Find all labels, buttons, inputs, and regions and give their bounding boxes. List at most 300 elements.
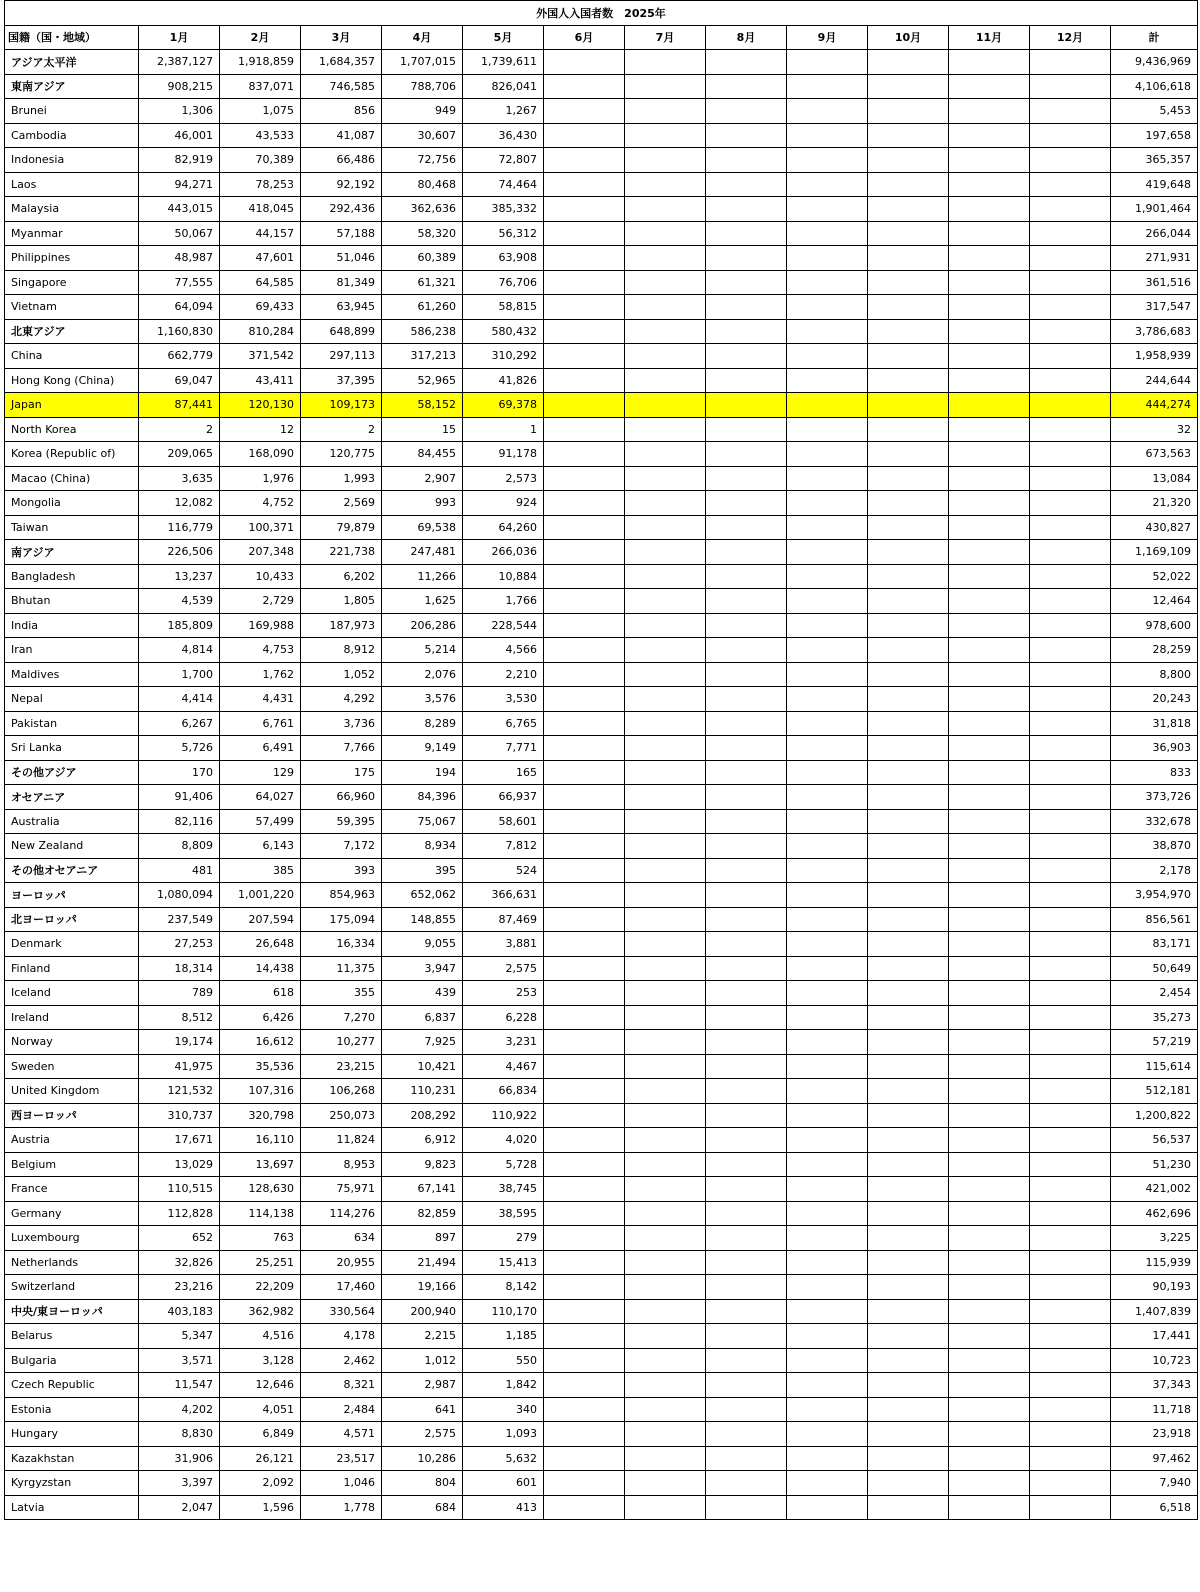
country-name-cell: 中央/東ヨーロッパ	[5, 1299, 139, 1324]
total-value-cell: 10,723	[1111, 1348, 1198, 1373]
month-value-cell	[625, 907, 706, 932]
country-name-cell: Australia	[5, 809, 139, 834]
month-value-cell: 92,192	[301, 172, 382, 197]
month-value-cell	[949, 1250, 1030, 1275]
country-name-cell: Japan	[5, 393, 139, 418]
total-value-cell: 115,939	[1111, 1250, 1198, 1275]
month-value-cell: 652	[139, 1226, 220, 1251]
month-value-cell	[1030, 1446, 1111, 1471]
month-value-cell	[1030, 270, 1111, 295]
month-value-cell	[949, 1373, 1030, 1398]
month-value-cell: 58,152	[382, 393, 463, 418]
month-value-cell	[787, 736, 868, 761]
month-value-cell	[787, 981, 868, 1006]
month-value-cell	[544, 589, 625, 614]
month-value-cell	[544, 662, 625, 687]
total-value-cell: 7,940	[1111, 1471, 1198, 1496]
month-value-cell	[949, 736, 1030, 761]
month-value-cell	[706, 368, 787, 393]
month-value-cell	[706, 491, 787, 516]
country-name-cell: Maldives	[5, 662, 139, 687]
month-value-cell	[544, 687, 625, 712]
month-value-cell: 2	[139, 417, 220, 442]
month-value-cell: 25,251	[220, 1250, 301, 1275]
month-value-cell: 413	[463, 1495, 544, 1520]
month-value-cell: 2,569	[301, 491, 382, 516]
month-value-cell	[706, 589, 787, 614]
column-header-nov: 11月	[949, 25, 1030, 50]
month-value-cell	[1030, 491, 1111, 516]
month-value-cell	[544, 1177, 625, 1202]
month-value-cell	[787, 1397, 868, 1422]
month-value-cell	[1030, 883, 1111, 908]
total-value-cell: 3,225	[1111, 1226, 1198, 1251]
month-value-cell	[625, 270, 706, 295]
month-value-cell	[868, 736, 949, 761]
month-value-cell: 310,737	[139, 1103, 220, 1128]
month-value-cell: 7,925	[382, 1030, 463, 1055]
month-value-cell	[787, 270, 868, 295]
month-value-cell	[706, 1397, 787, 1422]
country-name-cell: India	[5, 613, 139, 638]
month-value-cell	[949, 1348, 1030, 1373]
total-value-cell: 20,243	[1111, 687, 1198, 712]
month-value-cell	[706, 809, 787, 834]
month-value-cell	[1030, 1495, 1111, 1520]
month-value-cell	[868, 711, 949, 736]
total-value-cell: 9,436,969	[1111, 50, 1198, 75]
month-value-cell: 61,321	[382, 270, 463, 295]
month-value-cell	[625, 442, 706, 467]
month-value-cell: 41,087	[301, 123, 382, 148]
month-value-cell	[625, 417, 706, 442]
month-value-cell	[625, 1446, 706, 1471]
month-value-cell: 5,726	[139, 736, 220, 761]
table-row	[5, 1005, 1198, 1030]
month-value-cell	[787, 785, 868, 810]
country-name-cell: Germany	[5, 1201, 139, 1226]
month-value-cell	[625, 1030, 706, 1055]
month-value-cell	[625, 466, 706, 491]
country-name-cell: Estonia	[5, 1397, 139, 1422]
month-value-cell	[949, 1226, 1030, 1251]
month-value-cell	[544, 858, 625, 883]
country-name-cell: オセアニア	[5, 785, 139, 810]
month-value-cell: 43,411	[220, 368, 301, 393]
month-value-cell	[706, 736, 787, 761]
month-value-cell	[706, 246, 787, 271]
month-value-cell: 662,779	[139, 344, 220, 369]
total-value-cell: 365,357	[1111, 148, 1198, 173]
month-value-cell: 69,047	[139, 368, 220, 393]
country-name-cell: その他アジア	[5, 760, 139, 785]
month-value-cell	[544, 785, 625, 810]
month-value-cell	[787, 1079, 868, 1104]
month-value-cell	[544, 1373, 625, 1398]
month-value-cell: 63,945	[301, 295, 382, 320]
month-value-cell: 949	[382, 99, 463, 124]
total-value-cell: 317,547	[1111, 295, 1198, 320]
month-value-cell: 4,178	[301, 1324, 382, 1349]
month-value-cell: 439	[382, 981, 463, 1006]
month-value-cell	[625, 1054, 706, 1079]
month-value-cell: 362,636	[382, 197, 463, 222]
month-value-cell	[1030, 295, 1111, 320]
total-value-cell: 1,169,109	[1111, 540, 1198, 565]
month-value-cell	[949, 1128, 1030, 1153]
month-value-cell: 38,745	[463, 1177, 544, 1202]
month-value-cell: 8,912	[301, 638, 382, 663]
country-name-cell: China	[5, 344, 139, 369]
month-value-cell	[949, 50, 1030, 75]
month-value-cell	[706, 1103, 787, 1128]
month-value-cell: 23,517	[301, 1446, 382, 1471]
month-value-cell	[868, 956, 949, 981]
month-value-cell: 10,433	[220, 564, 301, 589]
month-value-cell	[949, 1054, 1030, 1079]
country-name-cell: Luxembourg	[5, 1226, 139, 1251]
month-value-cell	[787, 417, 868, 442]
month-value-cell	[625, 1422, 706, 1447]
month-value-cell	[1030, 172, 1111, 197]
total-value-cell: 978,600	[1111, 613, 1198, 638]
month-value-cell	[706, 785, 787, 810]
month-value-cell: 168,090	[220, 442, 301, 467]
month-value-cell: 1,046	[301, 1471, 382, 1496]
month-value-cell: 37,395	[301, 368, 382, 393]
country-name-cell: 西ヨーロッパ	[5, 1103, 139, 1128]
month-value-cell: 1,093	[463, 1422, 544, 1447]
month-value-cell: 79,879	[301, 515, 382, 540]
month-value-cell	[625, 1324, 706, 1349]
month-value-cell	[706, 711, 787, 736]
total-value-cell: 1,901,464	[1111, 197, 1198, 222]
table-row	[5, 589, 1198, 614]
month-value-cell	[625, 613, 706, 638]
month-value-cell	[544, 809, 625, 834]
table-row	[5, 1471, 1198, 1496]
month-value-cell: 12	[220, 417, 301, 442]
month-value-cell: 810,284	[220, 319, 301, 344]
month-value-cell	[787, 466, 868, 491]
month-value-cell: 13,029	[139, 1152, 220, 1177]
table-row	[5, 834, 1198, 859]
month-value-cell	[1030, 417, 1111, 442]
table-row	[5, 1128, 1198, 1153]
month-value-cell: 1,739,611	[463, 50, 544, 75]
month-value-cell: 81,349	[301, 270, 382, 295]
month-value-cell	[949, 393, 1030, 418]
month-value-cell	[787, 589, 868, 614]
month-value-cell	[868, 564, 949, 589]
month-value-cell	[949, 1299, 1030, 1324]
month-value-cell	[544, 148, 625, 173]
month-value-cell	[1030, 540, 1111, 565]
month-value-cell: 69,378	[463, 393, 544, 418]
country-name-cell: Philippines	[5, 246, 139, 271]
country-name-cell: Hong Kong (China)	[5, 368, 139, 393]
month-value-cell	[868, 50, 949, 75]
month-value-cell	[868, 1397, 949, 1422]
month-value-cell	[1030, 809, 1111, 834]
month-value-cell	[544, 932, 625, 957]
month-value-cell: 4,414	[139, 687, 220, 712]
visitor-arrivals-table	[4, 0, 1198, 1520]
total-value-cell: 421,002	[1111, 1177, 1198, 1202]
month-value-cell	[706, 1348, 787, 1373]
month-value-cell: 580,432	[463, 319, 544, 344]
month-value-cell	[625, 74, 706, 99]
country-name-cell: Latvia	[5, 1495, 139, 1520]
table-row	[5, 858, 1198, 883]
month-value-cell: 8,289	[382, 711, 463, 736]
month-value-cell	[544, 417, 625, 442]
month-value-cell	[706, 760, 787, 785]
month-value-cell	[544, 981, 625, 1006]
month-value-cell	[544, 1201, 625, 1226]
month-value-cell: 116,779	[139, 515, 220, 540]
month-value-cell: 8,809	[139, 834, 220, 859]
month-value-cell	[868, 613, 949, 638]
month-value-cell: 19,166	[382, 1275, 463, 1300]
month-value-cell	[787, 809, 868, 834]
table-row	[5, 1348, 1198, 1373]
month-value-cell	[1030, 662, 1111, 687]
month-value-cell	[868, 491, 949, 516]
month-value-cell	[625, 50, 706, 75]
month-value-cell	[706, 981, 787, 1006]
month-value-cell	[706, 50, 787, 75]
month-value-cell	[625, 858, 706, 883]
month-value-cell	[1030, 99, 1111, 124]
month-value-cell	[1030, 638, 1111, 663]
table-row	[5, 319, 1198, 344]
table-row	[5, 981, 1198, 1006]
country-name-cell: United Kingdom	[5, 1079, 139, 1104]
country-name-cell: Myanmar	[5, 221, 139, 246]
total-value-cell: 332,678	[1111, 809, 1198, 834]
country-name-cell: Iceland	[5, 981, 139, 1006]
month-value-cell	[949, 564, 1030, 589]
month-value-cell	[544, 1128, 625, 1153]
month-value-cell	[1030, 932, 1111, 957]
month-value-cell: 69,538	[382, 515, 463, 540]
month-value-cell: 2,462	[301, 1348, 382, 1373]
month-value-cell	[625, 711, 706, 736]
total-value-cell: 31,818	[1111, 711, 1198, 736]
month-value-cell: 15	[382, 417, 463, 442]
month-value-cell: 2,907	[382, 466, 463, 491]
table-row	[5, 785, 1198, 810]
month-value-cell	[625, 736, 706, 761]
total-value-cell: 8,800	[1111, 662, 1198, 687]
table-row	[5, 662, 1198, 687]
month-value-cell: 26,121	[220, 1446, 301, 1471]
month-value-cell: 47,601	[220, 246, 301, 271]
month-value-cell: 129	[220, 760, 301, 785]
month-value-cell	[1030, 760, 1111, 785]
month-value-cell	[544, 736, 625, 761]
month-value-cell: 237,549	[139, 907, 220, 932]
month-value-cell	[1030, 613, 1111, 638]
table-row	[5, 221, 1198, 246]
month-value-cell: 1,075	[220, 99, 301, 124]
month-value-cell	[787, 1030, 868, 1055]
total-value-cell: 3,954,970	[1111, 883, 1198, 908]
month-value-cell	[1030, 1397, 1111, 1422]
table-row	[5, 74, 1198, 99]
month-value-cell	[868, 1201, 949, 1226]
country-name-cell: Taiwan	[5, 515, 139, 540]
table-row	[5, 50, 1198, 75]
month-value-cell	[787, 564, 868, 589]
country-name-cell: Mongolia	[5, 491, 139, 516]
total-value-cell: 2,454	[1111, 981, 1198, 1006]
month-value-cell	[1030, 956, 1111, 981]
month-value-cell	[868, 932, 949, 957]
month-value-cell	[706, 1054, 787, 1079]
month-value-cell: 2,047	[139, 1495, 220, 1520]
month-value-cell	[544, 1324, 625, 1349]
month-value-cell: 310,292	[463, 344, 544, 369]
month-value-cell: 4,202	[139, 1397, 220, 1422]
month-value-cell	[868, 99, 949, 124]
country-name-cell: Kazakhstan	[5, 1446, 139, 1471]
month-value-cell	[949, 540, 1030, 565]
month-value-cell: 194	[382, 760, 463, 785]
country-name-cell: Belgium	[5, 1152, 139, 1177]
country-name-cell: Sweden	[5, 1054, 139, 1079]
month-value-cell	[949, 417, 1030, 442]
month-value-cell	[706, 74, 787, 99]
month-value-cell	[706, 99, 787, 124]
month-value-cell	[949, 883, 1030, 908]
month-value-cell: 72,807	[463, 148, 544, 173]
month-value-cell	[787, 99, 868, 124]
table-row	[5, 1250, 1198, 1275]
column-header-jun: 6月	[544, 25, 625, 50]
month-value-cell	[787, 295, 868, 320]
month-value-cell	[625, 172, 706, 197]
table-row	[5, 270, 1198, 295]
month-value-cell: 250,073	[301, 1103, 382, 1128]
month-value-cell: 1,012	[382, 1348, 463, 1373]
month-value-cell	[949, 981, 1030, 1006]
month-value-cell: 91,406	[139, 785, 220, 810]
month-value-cell: 87,441	[139, 393, 220, 418]
month-value-cell: 1,842	[463, 1373, 544, 1398]
month-value-cell: 175	[301, 760, 382, 785]
month-value-cell	[625, 956, 706, 981]
month-value-cell	[1030, 1373, 1111, 1398]
month-value-cell	[544, 1226, 625, 1251]
month-value-cell: 169,988	[220, 613, 301, 638]
month-value-cell	[868, 1250, 949, 1275]
month-value-cell	[787, 1495, 868, 1520]
month-value-cell: 4,571	[301, 1422, 382, 1447]
month-value-cell: 11,547	[139, 1373, 220, 1398]
month-value-cell: 371,542	[220, 344, 301, 369]
month-value-cell	[706, 638, 787, 663]
month-value-cell	[949, 466, 1030, 491]
month-value-cell	[625, 638, 706, 663]
month-value-cell: 31,906	[139, 1446, 220, 1471]
month-value-cell	[706, 1250, 787, 1275]
month-value-cell	[868, 295, 949, 320]
month-value-cell: 148,855	[382, 907, 463, 932]
month-value-cell: 110,231	[382, 1079, 463, 1104]
month-value-cell: 110,170	[463, 1299, 544, 1324]
table-row	[5, 1079, 1198, 1104]
month-value-cell	[1030, 246, 1111, 271]
total-value-cell: 17,441	[1111, 1324, 1198, 1349]
country-name-cell: 東南アジア	[5, 74, 139, 99]
month-value-cell: 70,389	[220, 148, 301, 173]
month-value-cell: 58,601	[463, 809, 544, 834]
total-value-cell: 37,343	[1111, 1373, 1198, 1398]
month-value-cell	[544, 1152, 625, 1177]
month-value-cell	[868, 760, 949, 785]
month-value-cell	[706, 1471, 787, 1496]
month-value-cell	[868, 515, 949, 540]
month-value-cell: 4,752	[220, 491, 301, 516]
month-value-cell	[544, 1299, 625, 1324]
month-value-cell: 8,830	[139, 1422, 220, 1447]
table-row	[5, 99, 1198, 124]
country-name-cell: Switzerland	[5, 1275, 139, 1300]
month-value-cell	[868, 368, 949, 393]
month-value-cell: 63,908	[463, 246, 544, 271]
month-value-cell	[868, 540, 949, 565]
month-value-cell: 26,648	[220, 932, 301, 957]
month-value-cell: 35,536	[220, 1054, 301, 1079]
month-value-cell	[868, 638, 949, 663]
month-value-cell	[1030, 1152, 1111, 1177]
month-value-cell: 684	[382, 1495, 463, 1520]
month-value-cell	[706, 956, 787, 981]
month-value-cell: 2,575	[382, 1422, 463, 1447]
month-value-cell	[949, 197, 1030, 222]
total-value-cell: 1,200,822	[1111, 1103, 1198, 1128]
month-value-cell: 837,071	[220, 74, 301, 99]
month-value-cell	[1030, 1348, 1111, 1373]
month-value-cell: 4,814	[139, 638, 220, 663]
month-value-cell: 170	[139, 760, 220, 785]
month-value-cell: 897	[382, 1226, 463, 1251]
month-value-cell	[787, 1177, 868, 1202]
month-value-cell	[868, 197, 949, 222]
month-value-cell: 66,834	[463, 1079, 544, 1104]
table-body	[5, 50, 1198, 1520]
month-value-cell	[868, 981, 949, 1006]
month-value-cell	[1030, 736, 1111, 761]
month-value-cell: 41,975	[139, 1054, 220, 1079]
country-name-cell: Austria	[5, 1128, 139, 1153]
month-value-cell	[949, 123, 1030, 148]
month-value-cell: 38,595	[463, 1201, 544, 1226]
month-value-cell: 61,260	[382, 295, 463, 320]
month-value-cell	[1030, 515, 1111, 540]
month-value-cell: 366,631	[463, 883, 544, 908]
month-value-cell	[544, 172, 625, 197]
month-value-cell	[787, 932, 868, 957]
month-value-cell: 207,348	[220, 540, 301, 565]
table-row	[5, 907, 1198, 932]
month-value-cell	[949, 99, 1030, 124]
month-value-cell: 1,267	[463, 99, 544, 124]
column-header-oct: 10月	[868, 25, 949, 50]
month-value-cell	[625, 1226, 706, 1251]
